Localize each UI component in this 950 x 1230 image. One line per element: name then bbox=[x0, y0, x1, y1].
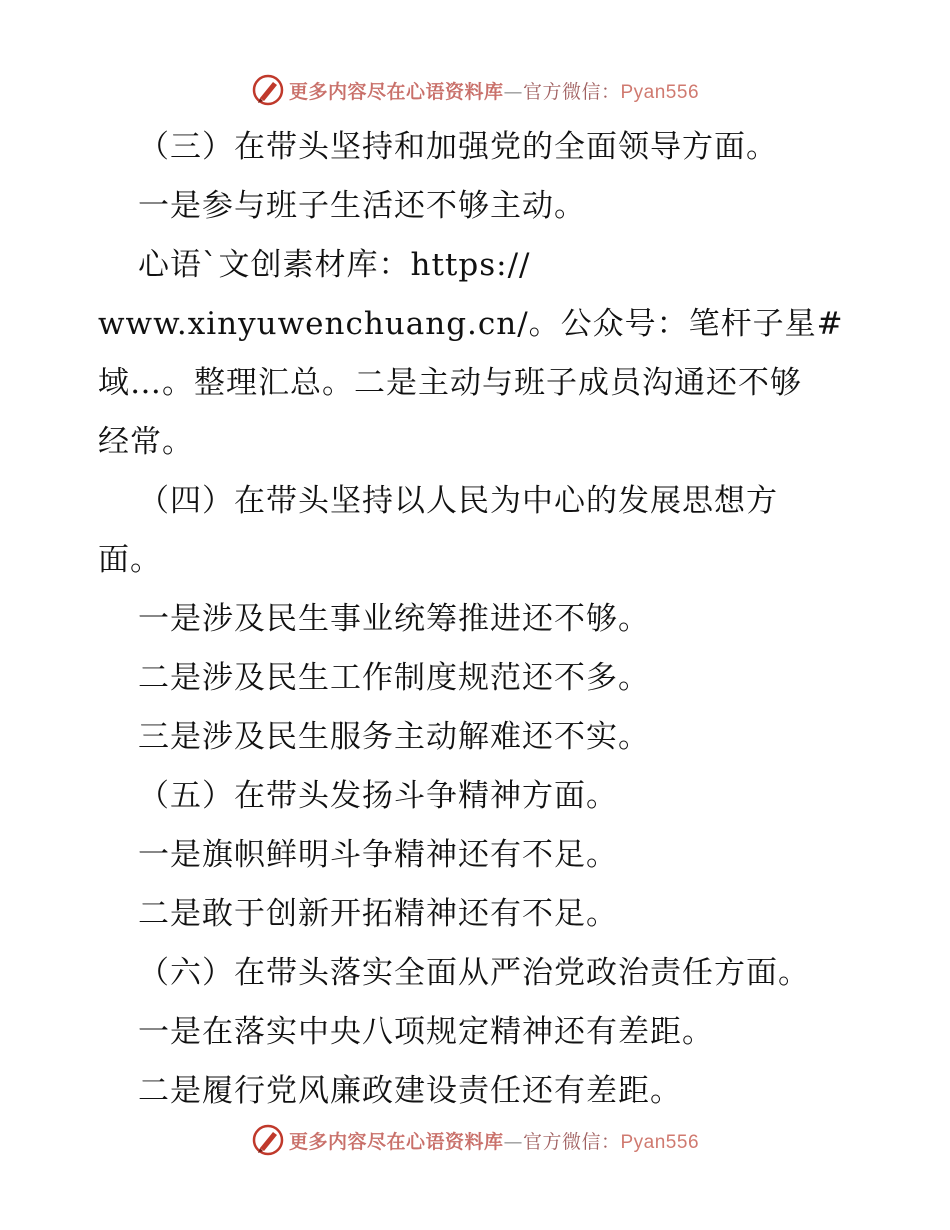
paragraph-line: 一是涉及民生事业统筹推进还不够。 bbox=[138, 601, 650, 637]
watermark-text bbox=[289, 77, 699, 104]
paragraph-line: 三是涉及民生服务主动解难还不实。 bbox=[138, 719, 650, 755]
section-heading-5: （五）在带头发扬斗争精神方面。 bbox=[138, 778, 618, 814]
footer-watermark bbox=[0, 1120, 950, 1160]
watermark-official-label: 官方微信： bbox=[522, 1130, 621, 1153]
watermark-separator: — bbox=[503, 80, 523, 103]
paragraph-line: 一是旗帜鲜明斗争精神还有不足。 bbox=[138, 837, 618, 873]
watermark-text bbox=[289, 1127, 699, 1154]
paragraph-line: 一是参与班子生活还不够主动。 bbox=[138, 188, 586, 224]
paragraph-line: 二是履行党风廉政建设责任还有差距。 bbox=[138, 1073, 682, 1109]
paragraph-line: 经常。 bbox=[98, 424, 194, 460]
paragraph-line: 面。 bbox=[98, 542, 162, 578]
watermark-site: 更多内容尽在心语资料库 bbox=[288, 1130, 504, 1153]
section-heading-4: （四）在带头坚持以人民为中心的发展思想方 bbox=[138, 483, 778, 519]
watermark-separator: — bbox=[503, 1130, 523, 1153]
watermark-site: 更多内容尽在心语资料库 bbox=[288, 80, 504, 103]
watermark-official-label: 官方微信： bbox=[522, 80, 621, 103]
pen-logo-icon bbox=[251, 73, 285, 107]
paragraph-line: 一是在落实中央八项规定精神还有差距。 bbox=[138, 1014, 714, 1050]
document-body bbox=[98, 118, 858, 1121]
paragraph-line: 二是敢于创新开拓精神还有不足。 bbox=[138, 896, 618, 932]
paragraph-line: www.xinyuwenchuang.cn/。公众号：笔杆子星# bbox=[98, 306, 844, 342]
paragraph-line: 二是涉及民生工作制度规范还不多。 bbox=[138, 660, 650, 696]
paragraph-line: 心语`文创素材库：https:// bbox=[138, 247, 531, 283]
section-heading-6: （六）在带头落实全面从严治党政治责任方面。 bbox=[138, 955, 810, 991]
header-watermark bbox=[0, 70, 950, 110]
paragraph-line: 域…。整理汇总。二是主动与班子成员沟通还不够 bbox=[98, 365, 802, 401]
pen-logo-icon bbox=[251, 1123, 285, 1157]
section-heading-3: （三）在带头坚持和加强党的全面领导方面。 bbox=[138, 129, 778, 165]
watermark-account: Pyan556 bbox=[620, 1131, 700, 1153]
watermark-account: Pyan556 bbox=[620, 81, 700, 103]
